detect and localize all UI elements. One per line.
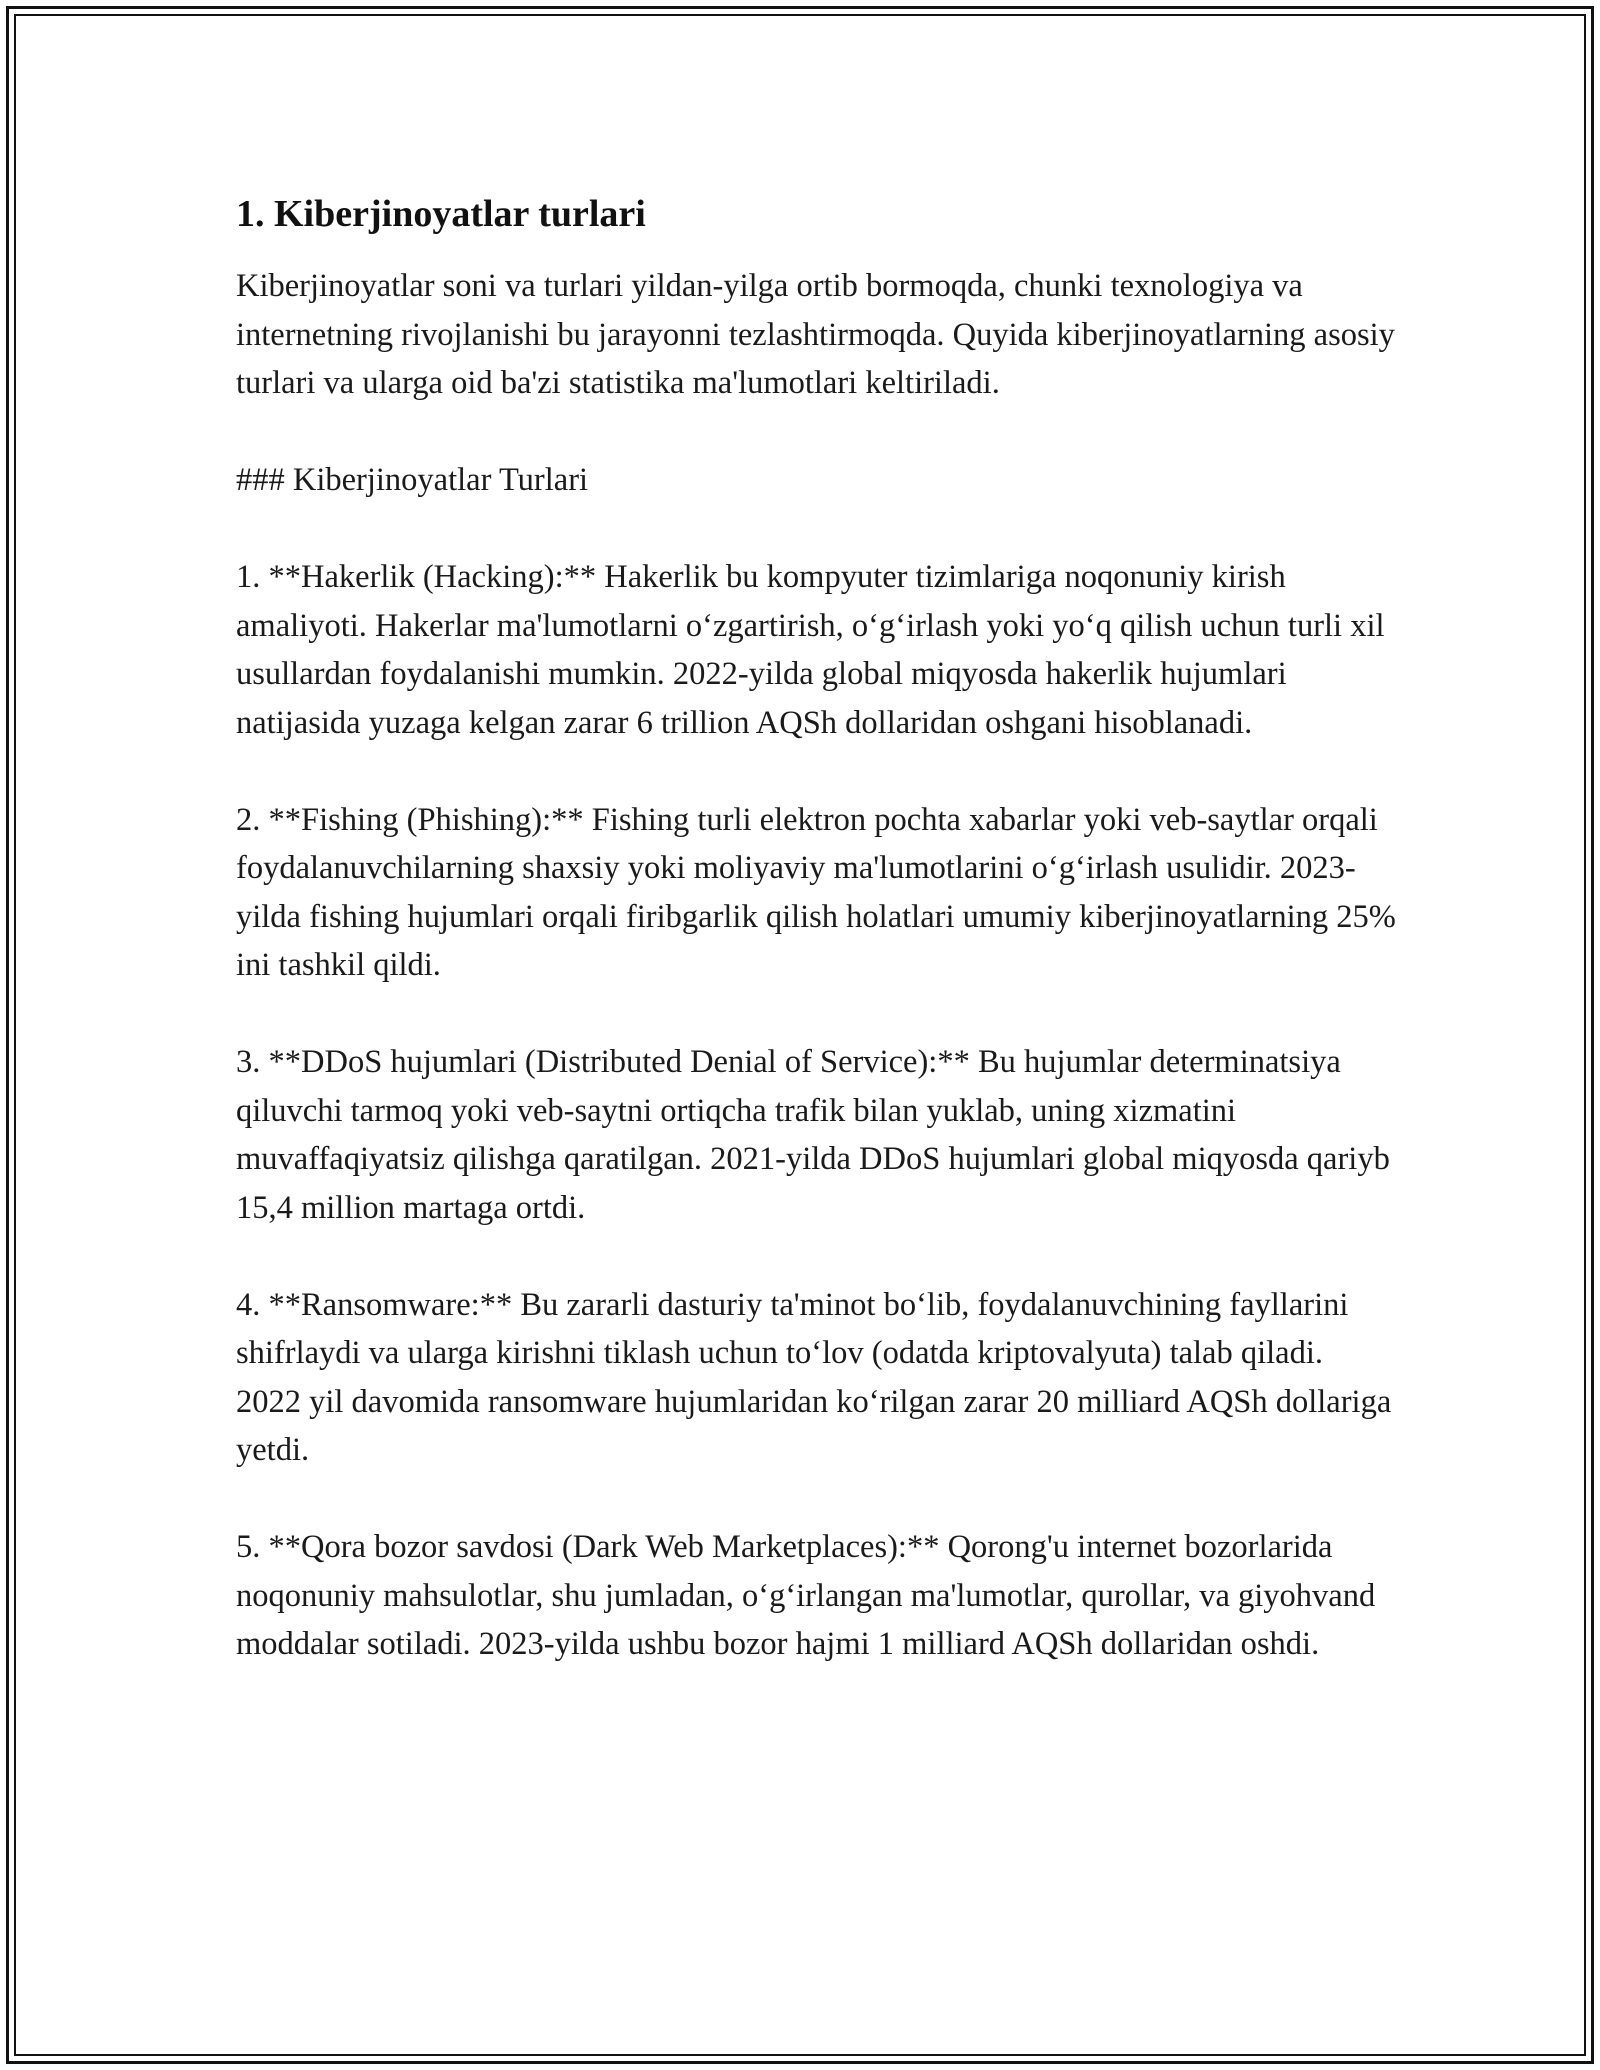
intro-paragraph: Kiberjinoyatlar soni va turlari yildan-yilga ortib bormoqda, chunki texnologiya va internetning rivojlanishi bu jarayonni tezlashtirmoqda. Quyida kiberjinoyatlarning asosiy turlari va ularga oid ba'zi statistika ma'lumotlari keltiriladi.: [236, 268, 1395, 401]
list-item-hacking: 1. **Hakerlik (Hacking):** Hakerlik bu kompyuter tizimlariga noqonuniy kirish amaliyoti. Hakerlar ma'lumotlarni o‘zgartirish, o‘g‘irlash yoki yo‘q qilish uchun turli xil usullardan foydalanishi mumkin. 2022-yilda global miqyosda hakerlik hujumlari natijasida yuzaga kelgan zarar 6 trillion AQSh dollaridan oshgani hisoblanadi.: [236, 559, 1385, 741]
paragraph-spacer: [236, 505, 1396, 554]
paragraph-spacer: [236, 1475, 1396, 1524]
section-heading: 1. Kiberjinoyatlar turlari: [236, 193, 646, 235]
list-item-ransomware: 4. **Ransomware:** Bu zararli dasturiy ta'minot bo‘lib, foydalanuvchining fayllarini shifrlaydi va ularga kirishni tiklash uchun to‘lov (odatda kriptovalyuta) talab qiladi. 2022 yil davomida ransomware hujumlaridan ko‘rilgan zarar 20 milliard AQSh dollariga yetdi.: [236, 1286, 1392, 1468]
paragraph-spacer: [236, 408, 1396, 457]
document-body: [236, 186, 1396, 1669]
list-item-dark-web: 5. **Qora bozor savdosi (Dark Web Marketplaces):** Qorong'u internet bozorlarida noqonuniy mahsulotlar, shu jumladan, o‘g‘irlangan ma'lumotlar, qurollar, va giyohvand moddalar sotiladi. 2023-yilda ushbu bozor hajmi 1 milliard AQSh dollaridan oshdi.: [236, 1529, 1376, 1662]
markdown-subheading: ### Kiberjinoyatlar Turlari: [236, 462, 589, 498]
paragraph-spacer: [236, 747, 1396, 796]
list-item-phishing: 2. **Fishing (Phishing):** Fishing turli elektron pochta xabarlar yoki veb-saytlar orqali foydalanuvchilarning shaxsiy yoki moliyaviy ma'lumotlarini o‘g‘irlash usulidir. 2023-yilda fishing hujumlari orqali firibgarlik qilish holatlari umumiy kiberjinoyatlarning 25% ini tashkil qildi.: [236, 801, 1396, 983]
paragraph-spacer: [236, 990, 1396, 1039]
paragraph-spacer: [236, 1232, 1396, 1281]
list-item-ddos: 3. **DDoS hujumlari (Distributed Denial of Service):** Bu hujumlar determinatsiya qiluvchi tarmoq yoki veb-saytni ortiqcha trafik bilan yuklab, uning xizmatini muvaffaqiyatsiz qilishga qaratilgan. 2021-yilda DDoS hujumlari global miqyosda qariyb 15,4 million martaga ortdi.: [236, 1044, 1390, 1226]
